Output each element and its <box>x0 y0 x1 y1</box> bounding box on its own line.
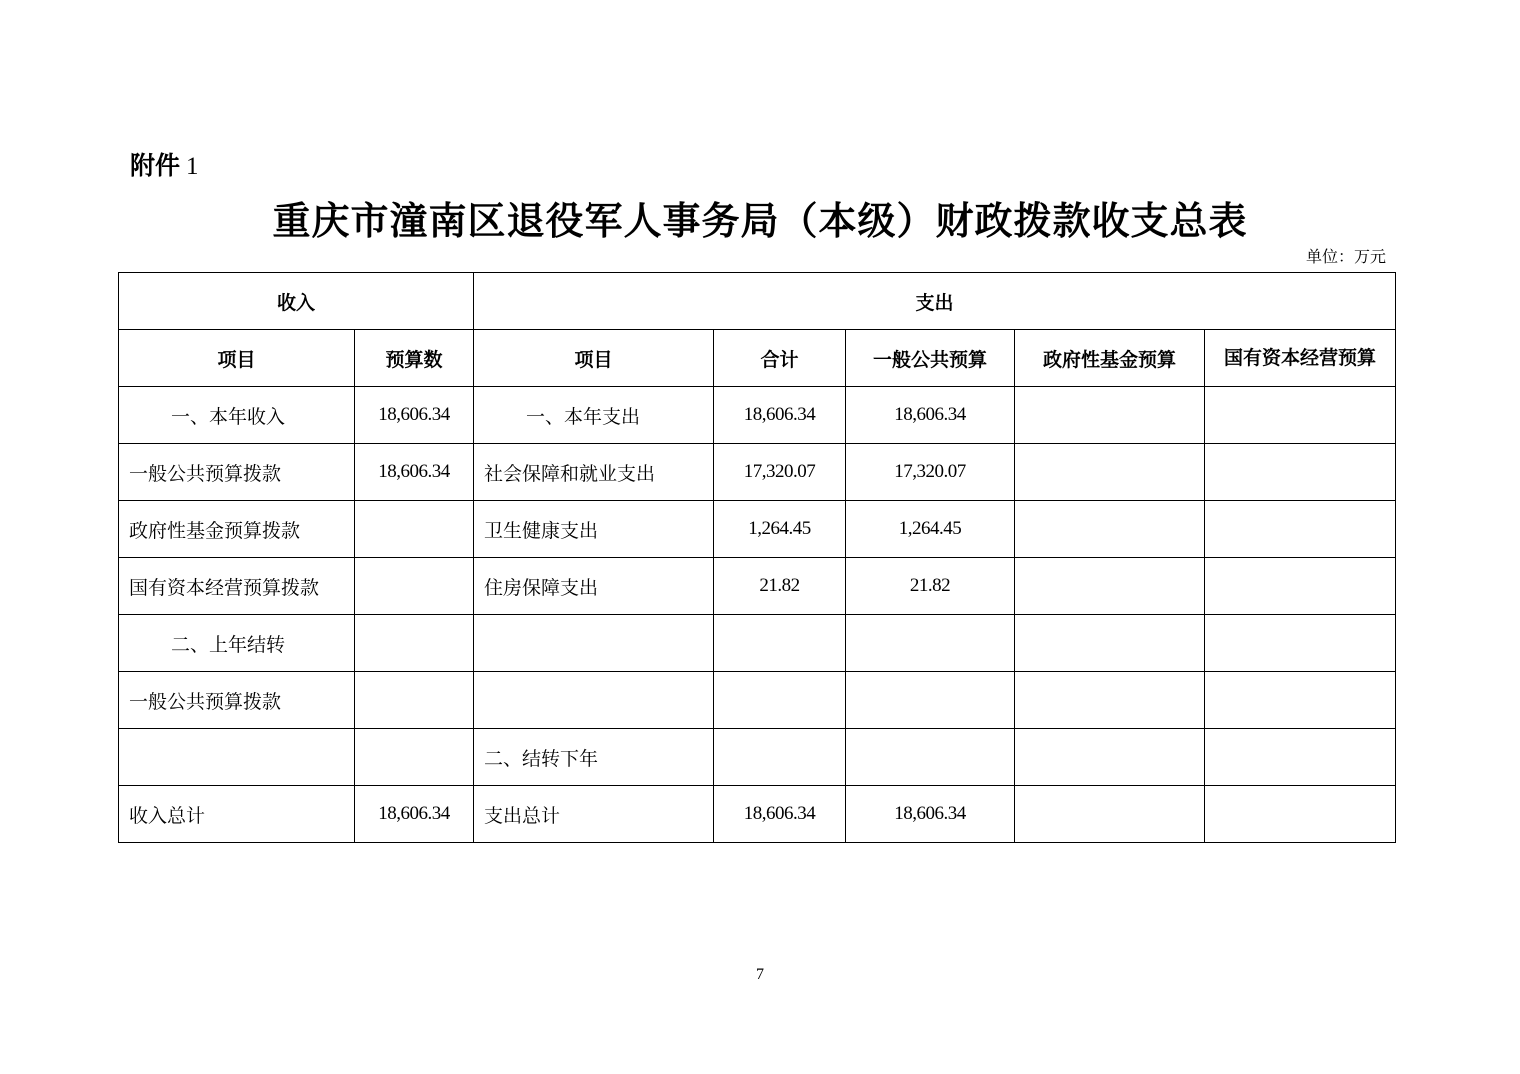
table-row <box>119 615 1396 672</box>
col-income-item: 项目 <box>119 330 355 387</box>
income-item: 一般公共预算拨款 <box>119 444 355 501</box>
expense-item <box>474 672 714 729</box>
income-group-header: 收入 <box>119 273 474 330</box>
expense-general: 21.82 <box>846 558 1015 615</box>
table-row <box>119 672 1396 729</box>
table-row <box>119 729 1396 786</box>
expense-state-capital <box>1205 558 1396 615</box>
expense-item: 卫生健康支出 <box>474 501 714 558</box>
expense-item: 一、本年支出 <box>474 387 714 444</box>
expense-item: 社会保障和就业支出 <box>474 444 714 501</box>
table-row <box>119 387 1396 444</box>
income-amount <box>355 729 474 786</box>
expense-total: 18,606.34 <box>714 387 846 444</box>
expense-general <box>846 672 1015 729</box>
expense-gov-fund <box>1015 387 1205 444</box>
expense-gov-fund <box>1015 558 1205 615</box>
group-header-row <box>119 273 1396 330</box>
expense-state-capital <box>1205 444 1396 501</box>
expense-general: 17,320.07 <box>846 444 1015 501</box>
budget-table <box>118 272 1396 843</box>
page-number: 7 <box>756 966 764 983</box>
total-row <box>119 786 1396 843</box>
income-item: 二、上年结转 <box>119 615 355 672</box>
expense-item <box>474 615 714 672</box>
expense-general: 18,606.34 <box>846 387 1015 444</box>
expense-total <box>714 672 846 729</box>
col-general-budget: 一般公共预算 <box>846 330 1015 387</box>
expense-gov-fund <box>1015 501 1205 558</box>
income-item: 一般公共预算拨款 <box>119 672 355 729</box>
attachment-label-text: 附件 <box>130 151 181 180</box>
col-income-budget: 预算数 <box>355 330 474 387</box>
table-row <box>119 558 1396 615</box>
expense-total <box>714 615 846 672</box>
expense-state-capital <box>1205 729 1396 786</box>
expense-state-capital <box>1205 615 1396 672</box>
expense-gov-fund <box>1015 672 1205 729</box>
expense-state-capital <box>1205 501 1396 558</box>
col-state-capital-budget: 国有资本经营预算 <box>1205 330 1396 387</box>
expense-gov-fund <box>1015 615 1205 672</box>
expense-gov-fund <box>1015 786 1205 843</box>
attachment-label <box>130 146 199 182</box>
expense-item: 二、结转下年 <box>474 729 714 786</box>
attachment-number: 1 <box>186 153 199 180</box>
col-total: 合计 <box>714 330 846 387</box>
expense-general <box>846 615 1015 672</box>
expense-total: 17,320.07 <box>714 444 846 501</box>
income-total-label: 收入总计 <box>119 786 355 843</box>
expense-general <box>846 729 1015 786</box>
expense-total: 21.82 <box>714 558 846 615</box>
income-amount <box>355 615 474 672</box>
page-title: 重庆市潼南区退役军人事务局（本级）财政拨款收支总表 <box>272 198 1248 243</box>
expense-gov-fund <box>1015 444 1205 501</box>
table-row <box>119 501 1396 558</box>
income-item: 一、本年收入 <box>119 387 355 444</box>
income-amount <box>355 501 474 558</box>
expense-item: 住房保障支出 <box>474 558 714 615</box>
table-row <box>119 444 1396 501</box>
income-total-amount: 18,606.34 <box>355 786 474 843</box>
income-amount <box>355 672 474 729</box>
unit-label: 单位：万元 <box>1305 247 1386 266</box>
income-item <box>119 729 355 786</box>
income-amount <box>355 558 474 615</box>
column-header-row <box>119 330 1396 387</box>
income-item: 政府性基金预算拨款 <box>119 501 355 558</box>
expenditure-group-header: 支出 <box>474 273 1396 330</box>
expense-state-capital <box>1205 387 1396 444</box>
expense-general: 18,606.34 <box>846 786 1015 843</box>
expense-total: 18,606.34 <box>714 786 846 843</box>
expense-general: 1,264.45 <box>846 501 1015 558</box>
expense-gov-fund <box>1015 729 1205 786</box>
expense-total <box>714 729 846 786</box>
expense-total: 1,264.45 <box>714 501 846 558</box>
expense-total-label: 支出总计 <box>474 786 714 843</box>
income-amount: 18,606.34 <box>355 444 474 501</box>
income-item: 国有资本经营预算拨款 <box>119 558 355 615</box>
expense-state-capital <box>1205 672 1396 729</box>
col-gov-fund-budget: 政府性基金预算 <box>1015 330 1205 387</box>
expense-state-capital <box>1205 786 1396 843</box>
income-amount: 18,606.34 <box>355 387 474 444</box>
col-expense-item: 项目 <box>474 330 714 387</box>
